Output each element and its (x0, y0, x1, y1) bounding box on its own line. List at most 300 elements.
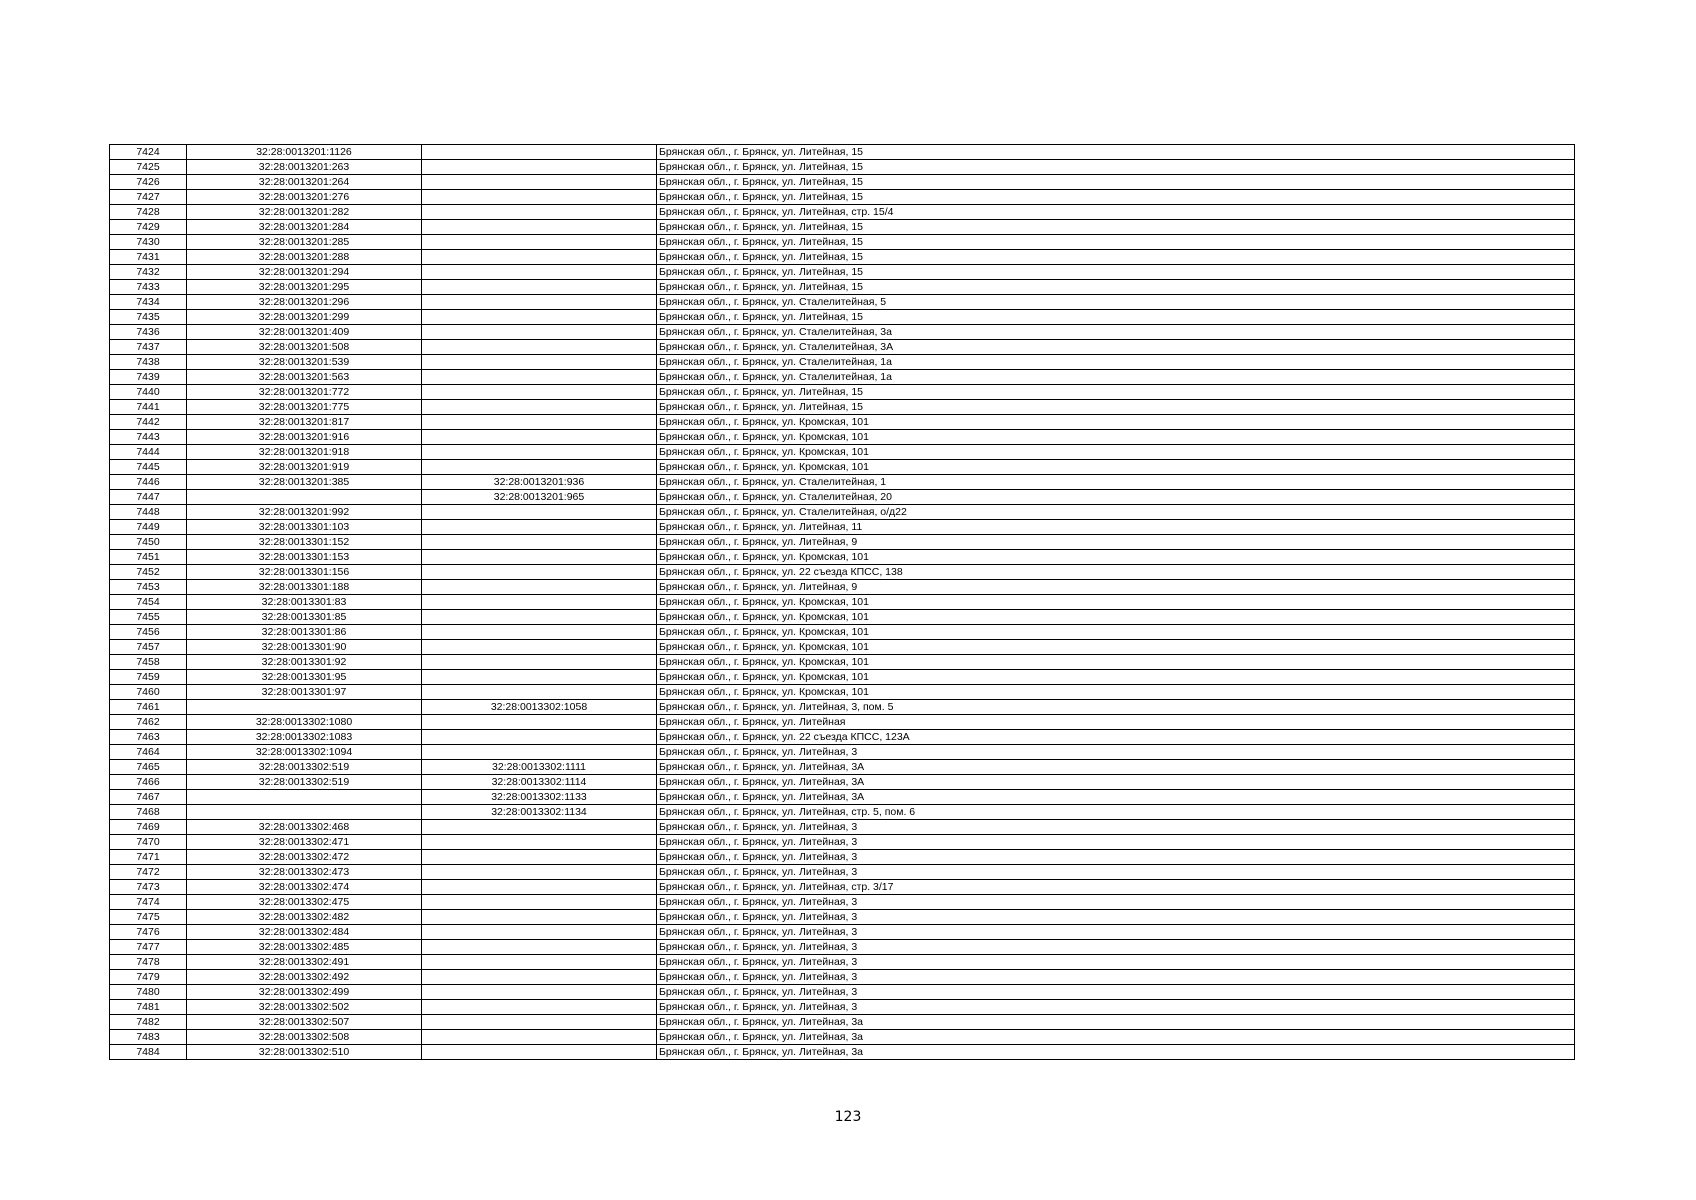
table-row (110, 655, 1575, 670)
table-row (110, 505, 1575, 520)
table-row (110, 190, 1575, 205)
address-cell: Брянская обл., г. Брянск, ул. Кромская, 101 (657, 670, 1575, 685)
table-row (110, 595, 1575, 610)
cadastral-number-cell: 32:28:0013302:519 (187, 775, 422, 790)
registry-table-body (110, 145, 1575, 1060)
address-cell: Брянская обл., г. Брянск, ул. Сталелитейная, 3а (657, 325, 1575, 340)
related-cadastral-number-cell: 32:28:0013302:1111 (422, 760, 657, 775)
row-number-cell: 7472 (110, 865, 187, 880)
address-cell: Брянская обл., г. Брянск, ул. Литейная, 3 (657, 745, 1575, 760)
row-number-cell: 7432 (110, 265, 187, 280)
cadastral-number-cell (187, 790, 422, 805)
page-number: 123 (834, 1109, 862, 1125)
row-number-cell: 7470 (110, 835, 187, 850)
related-cadastral-number-cell (422, 550, 657, 565)
row-number-cell: 7441 (110, 400, 187, 415)
table-row (110, 250, 1575, 265)
cadastral-number-cell: 32:28:0013301:188 (187, 580, 422, 595)
table-row (110, 430, 1575, 445)
related-cadastral-number-cell (422, 565, 657, 580)
address-cell: Брянская обл., г. Брянск, ул. Сталелитейная, о/д22 (657, 505, 1575, 520)
table-row (110, 340, 1575, 355)
table-row (110, 730, 1575, 745)
address-cell: Брянская обл., г. Брянск, ул. Литейная, 3 (657, 910, 1575, 925)
table-row (110, 460, 1575, 475)
row-number-cell: 7451 (110, 550, 187, 565)
address-cell: Брянская обл., г. Брянск, ул. Сталелитейная, 1 (657, 475, 1575, 490)
related-cadastral-number-cell (422, 970, 657, 985)
related-cadastral-number-cell (422, 265, 657, 280)
cadastral-number-cell: 32:28:0013301:156 (187, 565, 422, 580)
row-number-cell: 7448 (110, 505, 187, 520)
related-cadastral-number-cell (422, 925, 657, 940)
row-number-cell: 7426 (110, 175, 187, 190)
row-number-cell: 7478 (110, 955, 187, 970)
related-cadastral-number-cell (422, 955, 657, 970)
table-row (110, 1015, 1575, 1030)
row-number-cell: 7442 (110, 415, 187, 430)
address-cell: Брянская обл., г. Брянск, ул. Литейная (657, 715, 1575, 730)
related-cadastral-number-cell (422, 655, 657, 670)
table-row (110, 850, 1575, 865)
table-row (110, 490, 1575, 505)
address-cell: Брянская обл., г. Брянск, ул. Литейная, 3 (657, 940, 1575, 955)
cadastral-number-cell: 32:28:0013301:85 (187, 610, 422, 625)
cadastral-number-cell: 32:28:0013201:409 (187, 325, 422, 340)
address-cell: Брянская обл., г. Брянск, ул. Литейная, 9 (657, 535, 1575, 550)
cadastral-number-cell: 32:28:0013201:288 (187, 250, 422, 265)
row-number-cell: 7455 (110, 610, 187, 625)
cadastral-number-cell: 32:28:0013302:468 (187, 820, 422, 835)
cadastral-number-cell: 32:28:0013201:299 (187, 310, 422, 325)
related-cadastral-number-cell (422, 715, 657, 730)
address-cell: Брянская обл., г. Брянск, ул. Сталелитейная, 3А (657, 340, 1575, 355)
row-number-cell: 7460 (110, 685, 187, 700)
row-number-cell: 7459 (110, 670, 187, 685)
cadastral-number-cell: 32:28:0013302:491 (187, 955, 422, 970)
related-cadastral-number-cell (422, 985, 657, 1000)
cadastral-number-cell: 32:28:0013302:507 (187, 1015, 422, 1030)
related-cadastral-number-cell: 32:28:0013201:965 (422, 490, 657, 505)
related-cadastral-number-cell (422, 835, 657, 850)
related-cadastral-number-cell (422, 1015, 657, 1030)
address-cell: Брянская обл., г. Брянск, ул. Литейная, 15 (657, 145, 1575, 160)
row-number-cell: 7424 (110, 145, 187, 160)
address-cell: Брянская обл., г. Брянск, ул. Литейная, 3а (657, 1015, 1575, 1030)
row-number-cell: 7467 (110, 790, 187, 805)
row-number-cell: 7444 (110, 445, 187, 460)
table-row (110, 325, 1575, 340)
table-row (110, 1045, 1575, 1060)
related-cadastral-number-cell (422, 820, 657, 835)
table-row (110, 445, 1575, 460)
table-row (110, 535, 1575, 550)
table-row (110, 670, 1575, 685)
related-cadastral-number-cell (422, 205, 657, 220)
table-row (110, 175, 1575, 190)
related-cadastral-number-cell (422, 370, 657, 385)
cadastral-number-cell: 32:28:0013301:153 (187, 550, 422, 565)
cadastral-number-cell: 32:28:0013201:772 (187, 385, 422, 400)
row-number-cell: 7438 (110, 355, 187, 370)
related-cadastral-number-cell (422, 325, 657, 340)
address-cell: Брянская обл., г. Брянск, ул. Литейная, 15 (657, 400, 1575, 415)
table-row (110, 355, 1575, 370)
address-cell: Брянская обл., г. Брянск, ул. Литейная, 3 (657, 835, 1575, 850)
cadastral-number-cell: 32:28:0013302:471 (187, 835, 422, 850)
related-cadastral-number-cell (422, 730, 657, 745)
table-row (110, 385, 1575, 400)
related-cadastral-number-cell (422, 280, 657, 295)
row-number-cell: 7456 (110, 625, 187, 640)
row-number-cell: 7437 (110, 340, 187, 355)
cadastral-number-cell: 32:28:0013302:473 (187, 865, 422, 880)
related-cadastral-number-cell (422, 340, 657, 355)
cadastral-number-cell: 32:28:0013302:475 (187, 895, 422, 910)
address-cell: Брянская обл., г. Брянск, ул. Литейная, 15 (657, 175, 1575, 190)
table-row (110, 700, 1575, 715)
table-row (110, 310, 1575, 325)
row-number-cell: 7445 (110, 460, 187, 475)
related-cadastral-number-cell (422, 145, 657, 160)
related-cadastral-number-cell (422, 910, 657, 925)
table-row (110, 895, 1575, 910)
cadastral-number-cell: 32:28:0013302:492 (187, 970, 422, 985)
table-row (110, 985, 1575, 1000)
table-row (110, 610, 1575, 625)
address-cell: Брянская обл., г. Брянск, ул. Сталелитейная, 20 (657, 490, 1575, 505)
row-number-cell: 7463 (110, 730, 187, 745)
row-number-cell: 7479 (110, 970, 187, 985)
address-cell: Брянская обл., г. Брянск, ул. Кромская, 101 (657, 460, 1575, 475)
row-number-cell: 7428 (110, 205, 187, 220)
cadastral-number-cell: 32:28:0013301:90 (187, 640, 422, 655)
related-cadastral-number-cell (422, 160, 657, 175)
address-cell: Брянская обл., г. Брянск, ул. Литейная, 3, пом. 5 (657, 700, 1575, 715)
table-row (110, 565, 1575, 580)
related-cadastral-number-cell (422, 865, 657, 880)
cadastral-number-cell: 32:28:0013302:484 (187, 925, 422, 940)
related-cadastral-number-cell (422, 520, 657, 535)
table-row (110, 835, 1575, 850)
cadastral-number-cell: 32:28:0013201:918 (187, 445, 422, 460)
table-row (110, 970, 1575, 985)
address-cell: Брянская обл., г. Брянск, ул. Литейная, 3 (657, 895, 1575, 910)
row-number-cell: 7449 (110, 520, 187, 535)
cadastral-number-cell: 32:28:0013302:519 (187, 760, 422, 775)
related-cadastral-number-cell (422, 640, 657, 655)
address-cell: Брянская обл., г. Брянск, ул. Литейная, 15 (657, 220, 1575, 235)
address-cell: Брянская обл., г. Брянск, ул. 22 съезда КПСС, 138 (657, 565, 1575, 580)
related-cadastral-number-cell (422, 460, 657, 475)
row-number-cell: 7440 (110, 385, 187, 400)
address-cell: Брянская обл., г. Брянск, ул. Литейная, 3 (657, 925, 1575, 940)
table-row (110, 640, 1575, 655)
row-number-cell: 7465 (110, 760, 187, 775)
row-number-cell: 7425 (110, 160, 187, 175)
cadastral-number-cell: 32:28:0013201:276 (187, 190, 422, 205)
address-cell: Брянская обл., г. Брянск, ул. Литейная, 3 (657, 865, 1575, 880)
cadastral-number-cell: 32:28:0013201:539 (187, 355, 422, 370)
row-number-cell: 7477 (110, 940, 187, 955)
row-number-cell: 7476 (110, 925, 187, 940)
row-number-cell: 7443 (110, 430, 187, 445)
address-cell: Брянская обл., г. Брянск, ул. Литейная, 15 (657, 310, 1575, 325)
table-row (110, 205, 1575, 220)
address-cell: Брянская обл., г. Брянск, ул. Сталелитейная, 1а (657, 370, 1575, 385)
table-row (110, 625, 1575, 640)
related-cadastral-number-cell (422, 430, 657, 445)
address-cell: Брянская обл., г. Брянск, ул. Литейная, 3а (657, 1045, 1575, 1060)
address-cell: Брянская обл., г. Брянск, ул. Кромская, 101 (657, 430, 1575, 445)
table-row (110, 400, 1575, 415)
address-cell: Брянская обл., г. Брянск, ул. Кромская, 101 (657, 550, 1575, 565)
related-cadastral-number-cell (422, 595, 657, 610)
row-number-cell: 7474 (110, 895, 187, 910)
related-cadastral-number-cell (422, 400, 657, 415)
related-cadastral-number-cell (422, 385, 657, 400)
row-number-cell: 7482 (110, 1015, 187, 1030)
address-cell: Брянская обл., г. Брянск, ул. Литейная, 3а (657, 1030, 1575, 1045)
related-cadastral-number-cell (422, 355, 657, 370)
table-row (110, 520, 1575, 535)
table-row (110, 295, 1575, 310)
address-cell: Брянская обл., г. Брянск, ул. Литейная, 15 (657, 190, 1575, 205)
address-cell: Брянская обл., г. Брянск, ул. Кромская, 101 (657, 595, 1575, 610)
related-cadastral-number-cell: 32:28:0013201:936 (422, 475, 657, 490)
row-number-cell: 7462 (110, 715, 187, 730)
row-number-cell: 7473 (110, 880, 187, 895)
related-cadastral-number-cell: 32:28:0013302:1134 (422, 805, 657, 820)
address-cell: Брянская обл., г. Брянск, ул. Литейная, 3 (657, 820, 1575, 835)
row-number-cell: 7464 (110, 745, 187, 760)
cadastral-number-cell: 32:28:0013302:508 (187, 1030, 422, 1045)
table-row (110, 145, 1575, 160)
table-row (110, 415, 1575, 430)
row-number-cell: 7450 (110, 535, 187, 550)
table-row (110, 1000, 1575, 1015)
table-row (110, 940, 1575, 955)
table-row (110, 820, 1575, 835)
row-number-cell: 7483 (110, 1030, 187, 1045)
cadastral-number-cell: 32:28:0013201:284 (187, 220, 422, 235)
row-number-cell: 7457 (110, 640, 187, 655)
related-cadastral-number-cell: 32:28:0013302:1058 (422, 700, 657, 715)
related-cadastral-number-cell (422, 895, 657, 910)
address-cell: Брянская обл., г. Брянск, ул. Литейная, 3 (657, 970, 1575, 985)
cadastral-number-cell: 32:28:0013301:95 (187, 670, 422, 685)
table-row (110, 550, 1575, 565)
row-number-cell: 7430 (110, 235, 187, 250)
cadastral-number-cell: 32:28:0013302:1083 (187, 730, 422, 745)
table-row (110, 265, 1575, 280)
address-cell: Брянская обл., г. Брянск, ул. Кромская, 101 (657, 445, 1575, 460)
row-number-cell: 7469 (110, 820, 187, 835)
row-number-cell: 7466 (110, 775, 187, 790)
cadastral-number-cell: 32:28:0013301:83 (187, 595, 422, 610)
address-cell: Брянская обл., г. Брянск, ул. Литейная, 3А (657, 760, 1575, 775)
cadastral-number-cell: 32:28:0013302:510 (187, 1045, 422, 1060)
row-number-cell: 7454 (110, 595, 187, 610)
cadastral-number-cell (187, 490, 422, 505)
row-number-cell: 7446 (110, 475, 187, 490)
row-number-cell: 7453 (110, 580, 187, 595)
related-cadastral-number-cell (422, 745, 657, 760)
address-cell: Брянская обл., г. Брянск, ул. Литейная, 3А (657, 790, 1575, 805)
address-cell: Брянская обл., г. Брянск, ул. Литейная, 3 (657, 850, 1575, 865)
cadastral-number-cell: 32:28:0013301:97 (187, 685, 422, 700)
address-cell: Брянская обл., г. Брянск, ул. Кромская, 101 (657, 610, 1575, 625)
cadastral-number-cell: 32:28:0013201:282 (187, 205, 422, 220)
related-cadastral-number-cell (422, 610, 657, 625)
related-cadastral-number-cell (422, 670, 657, 685)
row-number-cell: 7481 (110, 1000, 187, 1015)
cadastral-number-cell: 32:28:0013301:92 (187, 655, 422, 670)
address-cell: Брянская обл., г. Брянск, ул. Литейная, 9 (657, 580, 1575, 595)
cadastral-number-cell: 32:28:0013302:472 (187, 850, 422, 865)
cadastral-number-cell: 32:28:0013302:482 (187, 910, 422, 925)
cadastral-number-cell: 32:28:0013201:563 (187, 370, 422, 385)
table-row (110, 235, 1575, 250)
table-row (110, 925, 1575, 940)
cadastral-number-cell: 32:28:0013201:285 (187, 235, 422, 250)
address-cell: Брянская обл., г. Брянск, ул. Литейная, 15 (657, 385, 1575, 400)
address-cell: Брянская обл., г. Брянск, ул. Литейная, 15 (657, 250, 1575, 265)
cadastral-number-cell: 32:28:0013201:296 (187, 295, 422, 310)
cadastral-number-cell: 32:28:0013201:295 (187, 280, 422, 295)
cadastral-number-cell: 32:28:0013201:1126 (187, 145, 422, 160)
address-cell: Брянская обл., г. Брянск, ул. Литейная, 15 (657, 280, 1575, 295)
table-row (110, 805, 1575, 820)
address-cell: Брянская обл., г. Брянск, ул. Литейная, стр. 3/17 (657, 880, 1575, 895)
row-number-cell: 7427 (110, 190, 187, 205)
table-row (110, 910, 1575, 925)
related-cadastral-number-cell (422, 310, 657, 325)
row-number-cell: 7431 (110, 250, 187, 265)
related-cadastral-number-cell (422, 1000, 657, 1015)
table-row (110, 715, 1575, 730)
address-cell: Брянская обл., г. Брянск, ул. 22 съезда КПСС, 123А (657, 730, 1575, 745)
address-cell: Брянская обл., г. Брянск, ул. Литейная, 15 (657, 235, 1575, 250)
related-cadastral-number-cell (422, 625, 657, 640)
related-cadastral-number-cell (422, 445, 657, 460)
related-cadastral-number-cell (422, 850, 657, 865)
cadastral-number-cell: 32:28:0013201:919 (187, 460, 422, 475)
related-cadastral-number-cell: 32:28:0013302:1114 (422, 775, 657, 790)
cadastral-number-cell (187, 805, 422, 820)
address-cell: Брянская обл., г. Брянск, ул. Литейная, 15 (657, 160, 1575, 175)
cadastral-number-cell: 32:28:0013201:775 (187, 400, 422, 415)
table-row (110, 880, 1575, 895)
table-row (110, 280, 1575, 295)
address-cell: Брянская обл., г. Брянск, ул. Сталелитейная, 5 (657, 295, 1575, 310)
related-cadastral-number-cell (422, 175, 657, 190)
table-row (110, 745, 1575, 760)
address-cell: Брянская обл., г. Брянск, ул. Литейная, стр. 5, пом. 6 (657, 805, 1575, 820)
address-cell: Брянская обл., г. Брянск, ул. Литейная, стр. 15/4 (657, 205, 1575, 220)
cadastral-number-cell: 32:28:0013302:474 (187, 880, 422, 895)
address-cell: Брянская обл., г. Брянск, ул. Кромская, 101 (657, 640, 1575, 655)
cadastral-number-cell: 32:28:0013301:86 (187, 625, 422, 640)
cadastral-number-cell: 32:28:0013201:916 (187, 430, 422, 445)
address-cell: Брянская обл., г. Брянск, ул. Литейная, 11 (657, 520, 1575, 535)
address-cell: Брянская обл., г. Брянск, ул. Литейная, 3 (657, 985, 1575, 1000)
table-row (110, 160, 1575, 175)
row-number-cell: 7480 (110, 985, 187, 1000)
row-number-cell: 7433 (110, 280, 187, 295)
cadastral-number-cell: 32:28:0013302:485 (187, 940, 422, 955)
table-row (110, 955, 1575, 970)
related-cadastral-number-cell (422, 505, 657, 520)
related-cadastral-number-cell (422, 1030, 657, 1045)
cadastral-number-cell: 32:28:0013201:385 (187, 475, 422, 490)
table-row (110, 220, 1575, 235)
table-row (110, 790, 1575, 805)
cadastral-number-cell: 32:28:0013201:263 (187, 160, 422, 175)
related-cadastral-number-cell (422, 415, 657, 430)
related-cadastral-number-cell (422, 940, 657, 955)
address-cell: Брянская обл., г. Брянск, ул. Литейная, 3А (657, 775, 1575, 790)
row-number-cell: 7468 (110, 805, 187, 820)
cadastral-number-cell: 32:28:0013302:1080 (187, 715, 422, 730)
row-number-cell: 7461 (110, 700, 187, 715)
related-cadastral-number-cell (422, 685, 657, 700)
row-number-cell: 7484 (110, 1045, 187, 1060)
cadastral-number-cell: 32:28:0013201:992 (187, 505, 422, 520)
row-number-cell: 7471 (110, 850, 187, 865)
row-number-cell: 7429 (110, 220, 187, 235)
cadastral-number-cell: 32:28:0013302:499 (187, 985, 422, 1000)
address-cell: Брянская обл., г. Брянск, ул. Сталелитейная, 1а (657, 355, 1575, 370)
registry-table (109, 144, 1575, 1060)
table-row (110, 1030, 1575, 1045)
cadastral-number-cell: 32:28:0013301:103 (187, 520, 422, 535)
table-row (110, 775, 1575, 790)
related-cadastral-number-cell (422, 880, 657, 895)
table-row (110, 760, 1575, 775)
related-cadastral-number-cell (422, 220, 657, 235)
row-number-cell: 7439 (110, 370, 187, 385)
address-cell: Брянская обл., г. Брянск, ул. Кромская, 101 (657, 685, 1575, 700)
address-cell: Брянская обл., г. Брянск, ул. Литейная, 15 (657, 265, 1575, 280)
related-cadastral-number-cell (422, 1045, 657, 1060)
row-number-cell: 7436 (110, 325, 187, 340)
table-row (110, 865, 1575, 880)
table-row (110, 685, 1575, 700)
row-number-cell: 7435 (110, 310, 187, 325)
related-cadastral-number-cell: 32:28:0013302:1133 (422, 790, 657, 805)
cadastral-number-cell: 32:28:0013201:817 (187, 415, 422, 430)
row-number-cell: 7434 (110, 295, 187, 310)
related-cadastral-number-cell (422, 250, 657, 265)
cadastral-number-cell: 32:28:0013302:502 (187, 1000, 422, 1015)
address-cell: Брянская обл., г. Брянск, ул. Литейная, 3 (657, 955, 1575, 970)
related-cadastral-number-cell (422, 235, 657, 250)
table-row (110, 475, 1575, 490)
address-cell: Брянская обл., г. Брянск, ул. Кромская, 101 (657, 655, 1575, 670)
related-cadastral-number-cell (422, 535, 657, 550)
table-row (110, 580, 1575, 595)
row-number-cell: 7475 (110, 910, 187, 925)
address-cell: Брянская обл., г. Брянск, ул. Кромская, 101 (657, 415, 1575, 430)
related-cadastral-number-cell (422, 295, 657, 310)
cadastral-number-cell: 32:28:0013302:1094 (187, 745, 422, 760)
cadastral-number-cell: 32:28:0013201:508 (187, 340, 422, 355)
cadastral-number-cell: 32:28:0013201:264 (187, 175, 422, 190)
cadastral-number-cell: 32:28:0013301:152 (187, 535, 422, 550)
row-number-cell: 7452 (110, 565, 187, 580)
table-row (110, 370, 1575, 385)
